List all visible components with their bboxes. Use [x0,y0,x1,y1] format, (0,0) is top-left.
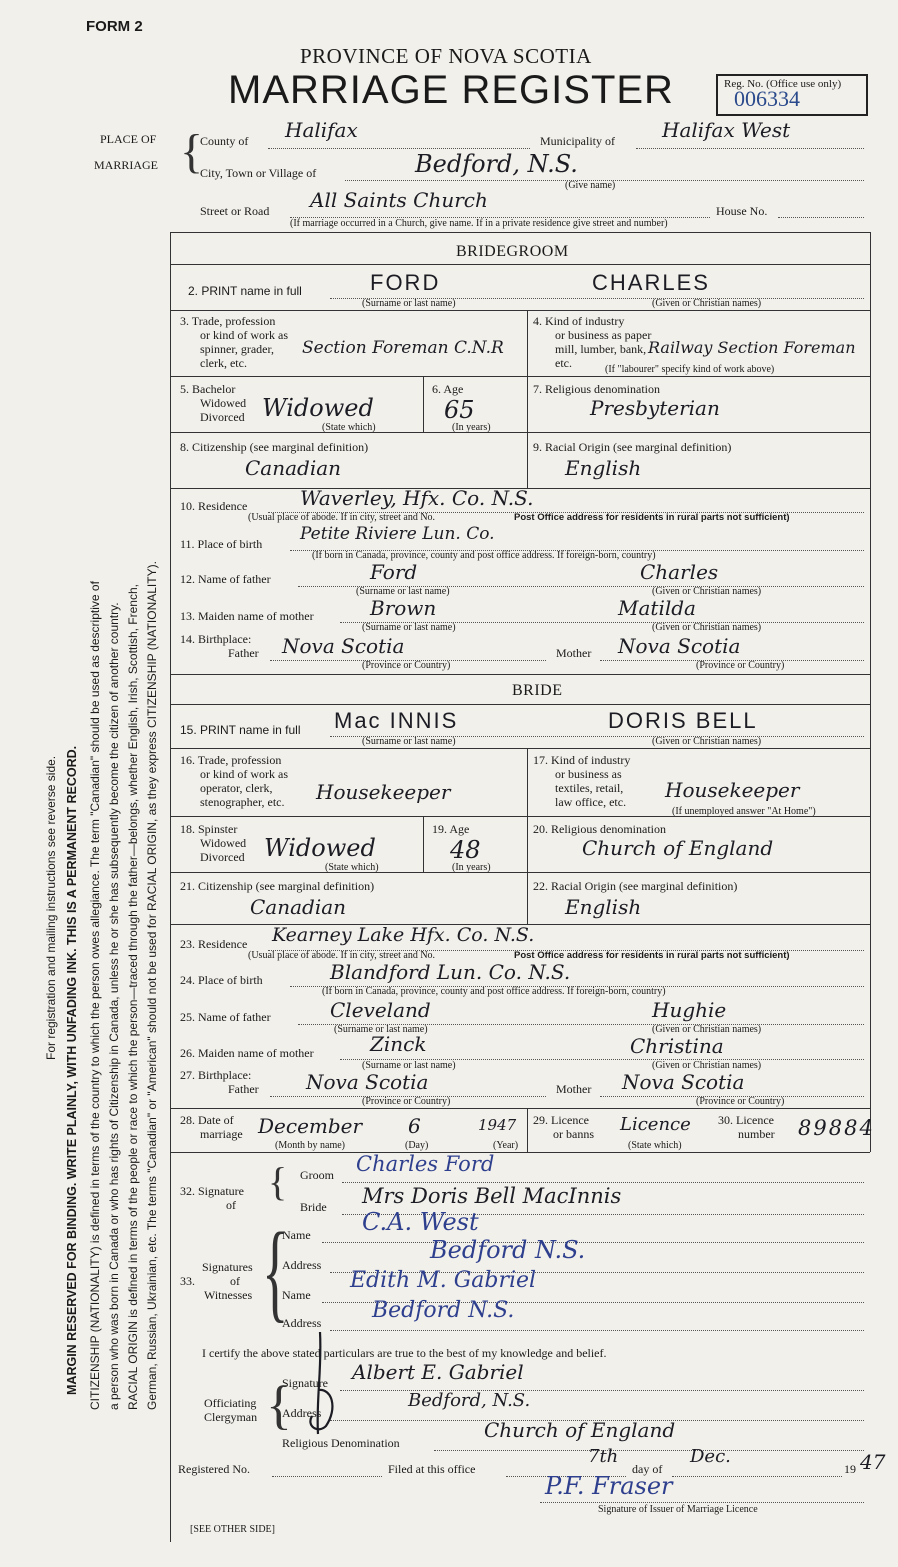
bride-name-label: 15. PRINT name in full [180,723,301,737]
groom-industry-note: (If "labourer" specify kind of work above) [605,364,775,375]
bride-given: DORIS BELL [608,708,758,733]
clergy-label-1: Officiating [204,1396,257,1410]
bride-mother-birthplace: Nova Scotia [622,1070,745,1094]
groom-trade-label-1: 3. Trade, profession [180,314,276,328]
groom-status-label-3: Divorced [200,410,245,424]
licence-number-label-2: number [738,1127,775,1141]
county-value: Halifax [285,118,358,142]
witness1-address: Bedford N.S. [430,1236,586,1264]
groom-status-label-2: Widowed [200,396,247,410]
signature-label: 32. Signature [180,1184,244,1198]
bride-residence-label: 23. Residence [180,937,248,951]
form-number: FORM 2 [86,18,143,35]
bride-status-label-1: 18. Spinster [180,822,238,836]
groom-age: 65 [444,396,475,424]
bride-industry: Housekeeper [665,778,800,802]
bride-religion-label: 20. Religious denomination [533,822,666,836]
bride-industry-label-3: textiles, retail, [555,781,624,795]
licence-label-1: 29. Licence [533,1113,589,1127]
filed-year-prefix: 19 [844,1462,856,1476]
groom-mother-given: Matilda [618,596,696,620]
licence-label-2: or banns [553,1127,594,1141]
bride-father-given: Hughie [652,998,727,1022]
bride-birthplace-label: 24. Place of birth [180,973,263,987]
issuer-signature: P.F. Fraser [545,1472,673,1500]
groom-mother-surname: Brown [370,596,437,620]
groom-surname: FORD [370,270,441,295]
bride-birthplace-note: (If born in Canada, province, county and post office address. If foreign-born, country) [322,986,666,997]
filed-label: Filed at this office [388,1462,476,1476]
clergy-sig-label: Signature [282,1376,328,1390]
groom-industry: Railway Section Foreman [648,338,856,357]
year-note: (Year) [493,1140,519,1151]
groom-industry-label-4: etc. [555,356,572,370]
province-heading: PROVINCE OF NOVA SCOTIA [300,44,592,68]
city-label: City, Town or Village of [200,166,317,180]
bridegroom-heading: BRIDEGROOM [456,243,569,260]
groom-mother-given-note: (Given or Christian names) [652,622,762,633]
groom-trade-label-2: or kind of work as [200,328,288,342]
witness2-address: Bedford N.S. [372,1298,515,1323]
marriage-year: 1947 [478,1116,517,1134]
groom-racial-label: 9. Racial Origin (see marginal definition) [533,440,732,454]
bride-father-birthplace: Nova Scotia [306,1070,429,1094]
street-value: All Saints Church [310,188,488,212]
date-label-2: marriage [200,1127,243,1141]
bride-heading: BRIDE [512,682,563,699]
licence-number-label-1: 30. Licence [718,1113,774,1127]
groom-citizenship-label: 8. Citizenship (see marginal definition) [180,440,369,454]
groom-citizenship: Canadian [245,456,342,480]
margin-instructions: For registration and mailing instructions see reverse side. [44,755,58,1060]
groom-father-surname-note: (Surname or last name) [356,586,450,597]
groom-status: Widowed [262,394,374,422]
marriage-month: December [258,1114,363,1138]
groom-mother-prov-note: (Province or Country) [696,660,785,671]
groom-father-given-note: (Given or Christian names) [652,586,762,597]
witnesses-label-3: Witnesses [204,1288,253,1302]
bride-citizenship: Canadian [250,895,347,919]
municipality-label: Municipality of [540,134,615,148]
groom-residence: Waverley, Hfx. Co. N.S. [300,486,534,510]
clergy-address: Bedford, N.S. [408,1390,531,1411]
city-value: Bedford, N.S. [415,150,578,178]
groom-sig-label: Groom [300,1168,334,1182]
margin-citizenship-1: CITIZENSHIP (NATIONALITY) is defined in terms of the country to which the person owes allegiance. The term "Canadian" should be used as descriptive of [88,581,102,1410]
licence-number: 89884 [798,1116,875,1140]
groom-racial: English [565,456,642,480]
bride-industry-label-4: law office, etc. [555,795,627,809]
county-label: County of [200,134,249,148]
see-other-side: [SEE OTHER SIDE] [190,1524,275,1535]
groom-religion: Presbyterian [590,396,720,420]
clergy-signature: Albert E. Gabriel [352,1360,524,1384]
groom-residence-note-b: Post Office address for residents in rural parts not sufficient) [514,512,790,523]
groom-age-label: 6. Age [432,382,464,396]
bride-birthplaces-label: 27. Birthplace: [180,1068,252,1082]
clergy-denomination: Church of England [484,1418,676,1442]
bride-status-label-3: Divorced [200,850,245,864]
filed-day: 7th [588,1446,619,1467]
bride-signature: Mrs Doris Bell MacInnis [362,1184,622,1208]
document-title: MARRIAGE REGISTER [228,68,674,112]
bride-industry-note: (If unemployed answer "At Home") [672,806,816,817]
marriage-day: 6 [408,1114,421,1138]
bride-mother-birth-label: Mother [556,1082,592,1096]
bride-mother-prov-note: (Province or Country) [696,1096,785,1107]
bride-father-given-note: (Given or Christian names) [652,1024,762,1035]
groom-age-note: (In years) [452,422,491,433]
bride-trade-label-3: operator, clerk, [200,781,273,795]
bride-citizenship-label: 21. Citizenship (see marginal definition) [180,879,375,893]
bride-status: Widowed [264,834,376,862]
groom-name-label: 2. PRINT name in full [188,284,302,298]
margin-racial-2: German, Russian, Ukrainian, etc. The terms "Canadian" or "American" should not be used for RACIAL ORIGIN, as they express CITIZENSHIP (NATIONALITY). [145,561,159,1410]
bride-trade-label-4: stenographer, etc. [200,795,285,809]
groom-residence-note: (Usual place of abode. If in city, street and No. [248,512,436,523]
groom-birthplaces-label: 14. Birthplace: [180,632,252,646]
date-label-1: 28. Date of [180,1113,234,1127]
groom-father-surname: Ford [370,560,418,584]
groom-status-note: (State which) [322,422,376,433]
registered-label: Registered No. [178,1462,250,1476]
w2-name-label: Name [282,1288,311,1302]
bride-father-surname: Cleveland [330,998,431,1022]
groom-birthplace: Petite Riviere Lun. Co. [300,524,495,544]
margin-citizenship-2: a person who was born in Canada or who has rights of Citizenship in Canada, unless he or she has subsequently become the citizen of another country. [107,602,121,1410]
margin-racial-1: RACIAL ORIGIN is defined in terms of the people or race to which the person—traced through the father—belongs, whether English, Irish, Scottish, French, [126,584,140,1410]
filed-year: 47 [860,1450,886,1474]
groom-birthplace-label: 11. Place of birth [180,537,263,551]
witnesses-number: 33. [180,1274,195,1288]
signature-of-label: of [226,1198,236,1212]
bride-status-label-2: Widowed [200,836,247,850]
bride-mother-surname-note: (Surname or last name) [362,1060,456,1071]
witness2-name: Edith M. Gabriel [350,1268,537,1293]
bride-racial-label: 22. Racial Origin (see marginal definition) [533,879,738,893]
groom-surname-note: (Surname or last name) [362,298,456,309]
city-note: (Give name) [565,180,616,191]
bride-surname-note: (Surname or last name) [362,736,456,747]
groom-trade-label-4: clerk, etc. [200,356,247,370]
licence-type-note: (State which) [628,1140,682,1151]
bride-father-prov-note: (Province or Country) [362,1096,451,1107]
bride-religion: Church of England [582,836,774,860]
groom-father-given: Charles [640,560,719,584]
day-of-label: day of [632,1462,663,1476]
bride-birthplace: Blandford Lun. Co. N.S. [330,960,571,984]
bride-father-birth-label: Father [228,1082,259,1096]
groom-mother-label: 13. Maiden name of mother [180,609,314,623]
bride-residence-note: (Usual place of abode. If in city, street and No. [248,950,436,961]
witness1-name: C.A. West [362,1208,479,1236]
bride-status-note: (State which) [325,862,379,873]
bride-trade: Housekeeper [316,780,451,804]
bride-sig-label: Bride [300,1200,327,1214]
bride-residence-note-b: Post Office address for residents in rural parts not sufficient) [514,950,790,961]
witnesses-label-2: of [230,1274,240,1288]
bride-father-label: 25. Name of father [180,1010,271,1024]
groom-mother-birth-label: Mother [556,646,592,660]
certify-statement: I certify the above stated particulars are true to the best of my knowledge and belief. [202,1346,607,1360]
issuer-label: Signature of Issuer of Marriage Licence [598,1504,758,1515]
bride-residence: Kearney Lake Hfx. Co. N.S. [272,924,535,946]
groom-mother-birthplace: Nova Scotia [618,634,741,658]
bride-mother-given: Christina [630,1034,724,1058]
groom-father-label: 12. Name of father [180,572,271,586]
bride-mother-label: 26. Maiden name of mother [180,1046,314,1060]
bride-given-note: (Given or Christian names) [652,736,762,747]
groom-father-birthplace: Nova Scotia [282,634,405,658]
place-brace: { [180,125,204,178]
w1-address-label: Address [282,1258,322,1272]
w2-address-label: Address [282,1316,322,1330]
groom-father-prov-note: (Province or Country) [362,660,451,671]
place-label: PLACE OF [100,132,157,146]
clergy-label-2: Clergyman [204,1410,258,1424]
bride-surname: Mac INNIS [334,708,459,733]
groom-mother-surname-note: (Surname or last name) [362,622,456,633]
groom-trade-label-3: spinner, grader, [200,342,275,356]
clergy-flourish [298,1330,358,1440]
bride-mother-surname: Zinck [370,1032,427,1056]
groom-given: CHARLES [592,270,710,295]
groom-religion-label: 7. Religious denomination [533,382,660,396]
bride-age: 48 [450,836,481,864]
house-label: House No. [716,204,768,218]
witnesses-label-1: Signatures [202,1260,253,1274]
bride-trade-label-1: 16. Trade, profession [180,753,282,767]
clergy-address-label: Address [282,1406,322,1420]
groom-industry-label-3: mill, lumber, bank, [555,342,647,356]
municipality-value: Halifax West [662,118,791,142]
groom-residence-label: 10. Residence [180,499,248,513]
bride-father-surname-note: (Surname or last name) [334,1024,428,1035]
groom-industry-label-1: 4. Kind of industry [533,314,625,328]
groom-given-note: (Given or Christian names) [652,298,762,309]
street-note: (If marriage occurred in a Church, give name. If in a private residence give street and number) [290,218,668,229]
groom-signature: Charles Ford [356,1152,495,1176]
bride-industry-label-1: 17. Kind of industry [533,753,631,767]
street-label: Street or Road [200,204,270,218]
month-note: (Month by name) [275,1140,345,1151]
bride-industry-label-2: or business as [555,767,622,781]
groom-status-label-1: 5. Bachelor [180,382,236,396]
groom-trade: Section Foreman C.N.R [302,338,504,358]
bride-trade-label-2: or kind of work as [200,767,288,781]
licence-type: Licence [620,1114,691,1135]
reg-number: 006334 [734,86,800,111]
bride-age-label: 19. Age [432,822,470,836]
margin-binding-notice: MARGIN RESERVED FOR BINDING. WRITE PLAINLY, WITH UNFADING INK. THIS IS A PERMANENT RECORD. [65,745,79,1395]
w1-name-label: Name [282,1228,311,1242]
reg-number-label: Reg. No. (Office use only) [724,78,842,90]
groom-industry-label-2: or business as paper [555,328,652,342]
bride-age-note: (In years) [452,862,491,873]
groom-father-birth-label: Father [228,646,259,660]
clergy-denom-label: Religious Denomination [282,1436,400,1450]
bride-mother-given-note: (Given or Christian names) [652,1060,762,1071]
bride-racial: English [565,895,642,919]
reg-number-box [716,74,868,116]
filed-month: Dec. [690,1446,731,1467]
groom-birthplace-note: (If born in Canada, province, county and post office address. If foreign-born, country) [312,550,656,561]
marriage-label: MARRIAGE [94,158,159,172]
day-note: (Day) [405,1140,429,1151]
